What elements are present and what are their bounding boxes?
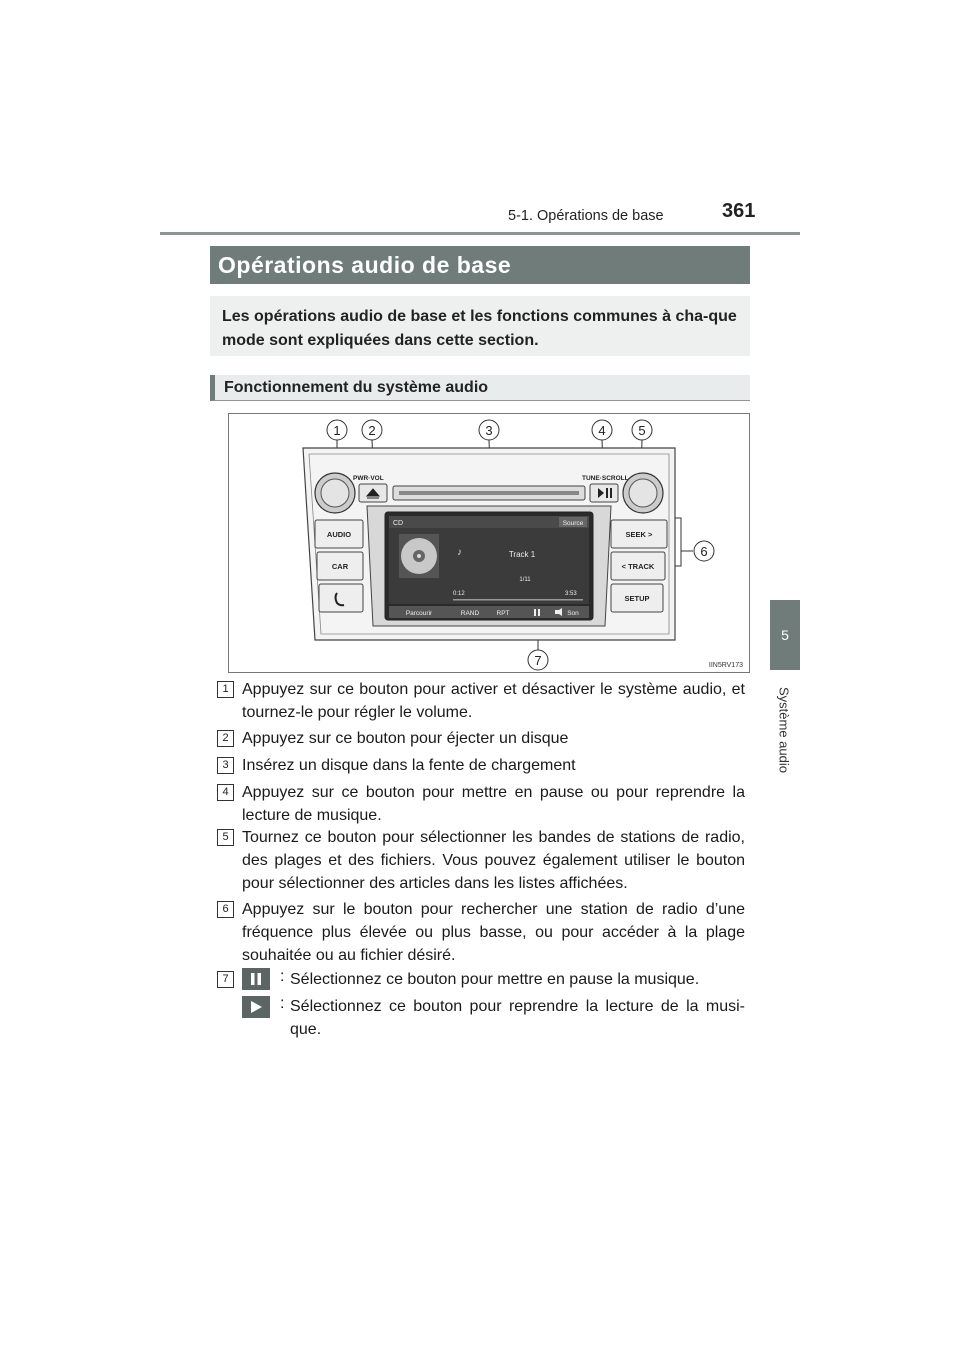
screen-browse: Parcourir: [405, 610, 433, 617]
car-button-label: CAR: [331, 562, 349, 571]
header-rule: [160, 232, 800, 235]
item-text-4: Appuyez sur ce bouton pour mettre en pause ou pour reprendre la lecture de musique.: [242, 784, 745, 824]
screen-sound: Son: [567, 610, 579, 617]
pause-icon: [242, 968, 270, 990]
screen-track-count: 1/11: [519, 577, 531, 583]
tune-scroll-label: TUNE·SCROLL: [582, 475, 629, 482]
item-text-3: Insérez un disque dans la fente de chargement: [242, 757, 576, 774]
pause-text: Sélectionnez ce bouton pour mettre en pause la musique.: [290, 971, 700, 988]
callout-2: 2: [368, 423, 376, 438]
play-icon: [242, 996, 270, 1018]
item-number-5: 5: [217, 829, 234, 846]
audio-system-figure: [228, 413, 750, 673]
item-number-3: 3: [217, 757, 234, 774]
callout-5: 5: [638, 423, 646, 438]
chapter-tab: 5: [770, 600, 800, 670]
item-number-1: 1: [217, 681, 234, 698]
item-text-1: Appuyez sur ce bouton pour activer et désactiver le système audio, et tournez-le pour régler le volume.: [242, 681, 745, 721]
item-text-5: Tournez ce bouton pour sélectionner les bandes de stations de radio, des plages et des fichiers. Vous pouvez également utiliser le bouton pour sélectionner des articles dans les listes affichées.: [242, 829, 745, 892]
screen-elapsed: 0:12: [453, 591, 465, 597]
item-text-6: Appuyez sur le bouton pour rechercher une station de radio d’une fréquence plus élevée ou plus basse, ou pour accéder à la plage souhaitée ou au fichier désiré.: [242, 901, 745, 964]
screen-source: Source: [562, 520, 584, 527]
item-number-7: 7: [217, 971, 234, 988]
page-title: Opérations audio de base: [210, 246, 750, 284]
screen-mode: CD: [393, 520, 404, 527]
image-code: IIN5RV173: [708, 662, 743, 669]
intro-text: Les opérations audio de base et les fonctions communes à cha-que mode sont expliquées dans cette section.: [210, 296, 750, 356]
item-number-4: 4: [217, 784, 234, 801]
track-button-label: < TRACK: [621, 562, 655, 571]
chapter-label-container: [772, 680, 796, 780]
callout-1: 1: [333, 423, 341, 438]
callout-4: 4: [598, 423, 606, 438]
callout-3: 3: [485, 423, 493, 438]
item-text-2: Appuyez sur ce bouton pour éjecter un disque: [242, 730, 569, 747]
play-text: Sélectionnez ce bouton pour reprendre la lecture de la musi-que.: [290, 998, 745, 1038]
page-number: 361: [722, 200, 756, 222]
screen-total: 3:53: [565, 591, 577, 597]
item-number-6: 6: [217, 901, 234, 918]
callout-7: 7: [534, 653, 542, 668]
chapter-label: Système audio: [776, 687, 792, 773]
header-section-title: 5-1. Opérations de base: [508, 208, 664, 224]
audio-button-label: AUDIO: [326, 530, 352, 539]
item-number-2: 2: [217, 730, 234, 747]
subheading: Fonctionnement du système audio: [210, 375, 750, 401]
setup-button-label: SETUP: [624, 594, 650, 603]
audio-unit-illustration: [229, 414, 749, 672]
seek-button-label: SEEK >: [625, 530, 653, 539]
screen-rand: RAND: [460, 610, 480, 617]
callout-6: 6: [700, 544, 708, 559]
pwr-vol-label: PWR·VOL: [353, 475, 384, 482]
screen-track: Track 1: [508, 550, 536, 559]
svg-text:♪: ♪: [457, 547, 462, 558]
screen-rpt: RPT: [496, 610, 510, 617]
